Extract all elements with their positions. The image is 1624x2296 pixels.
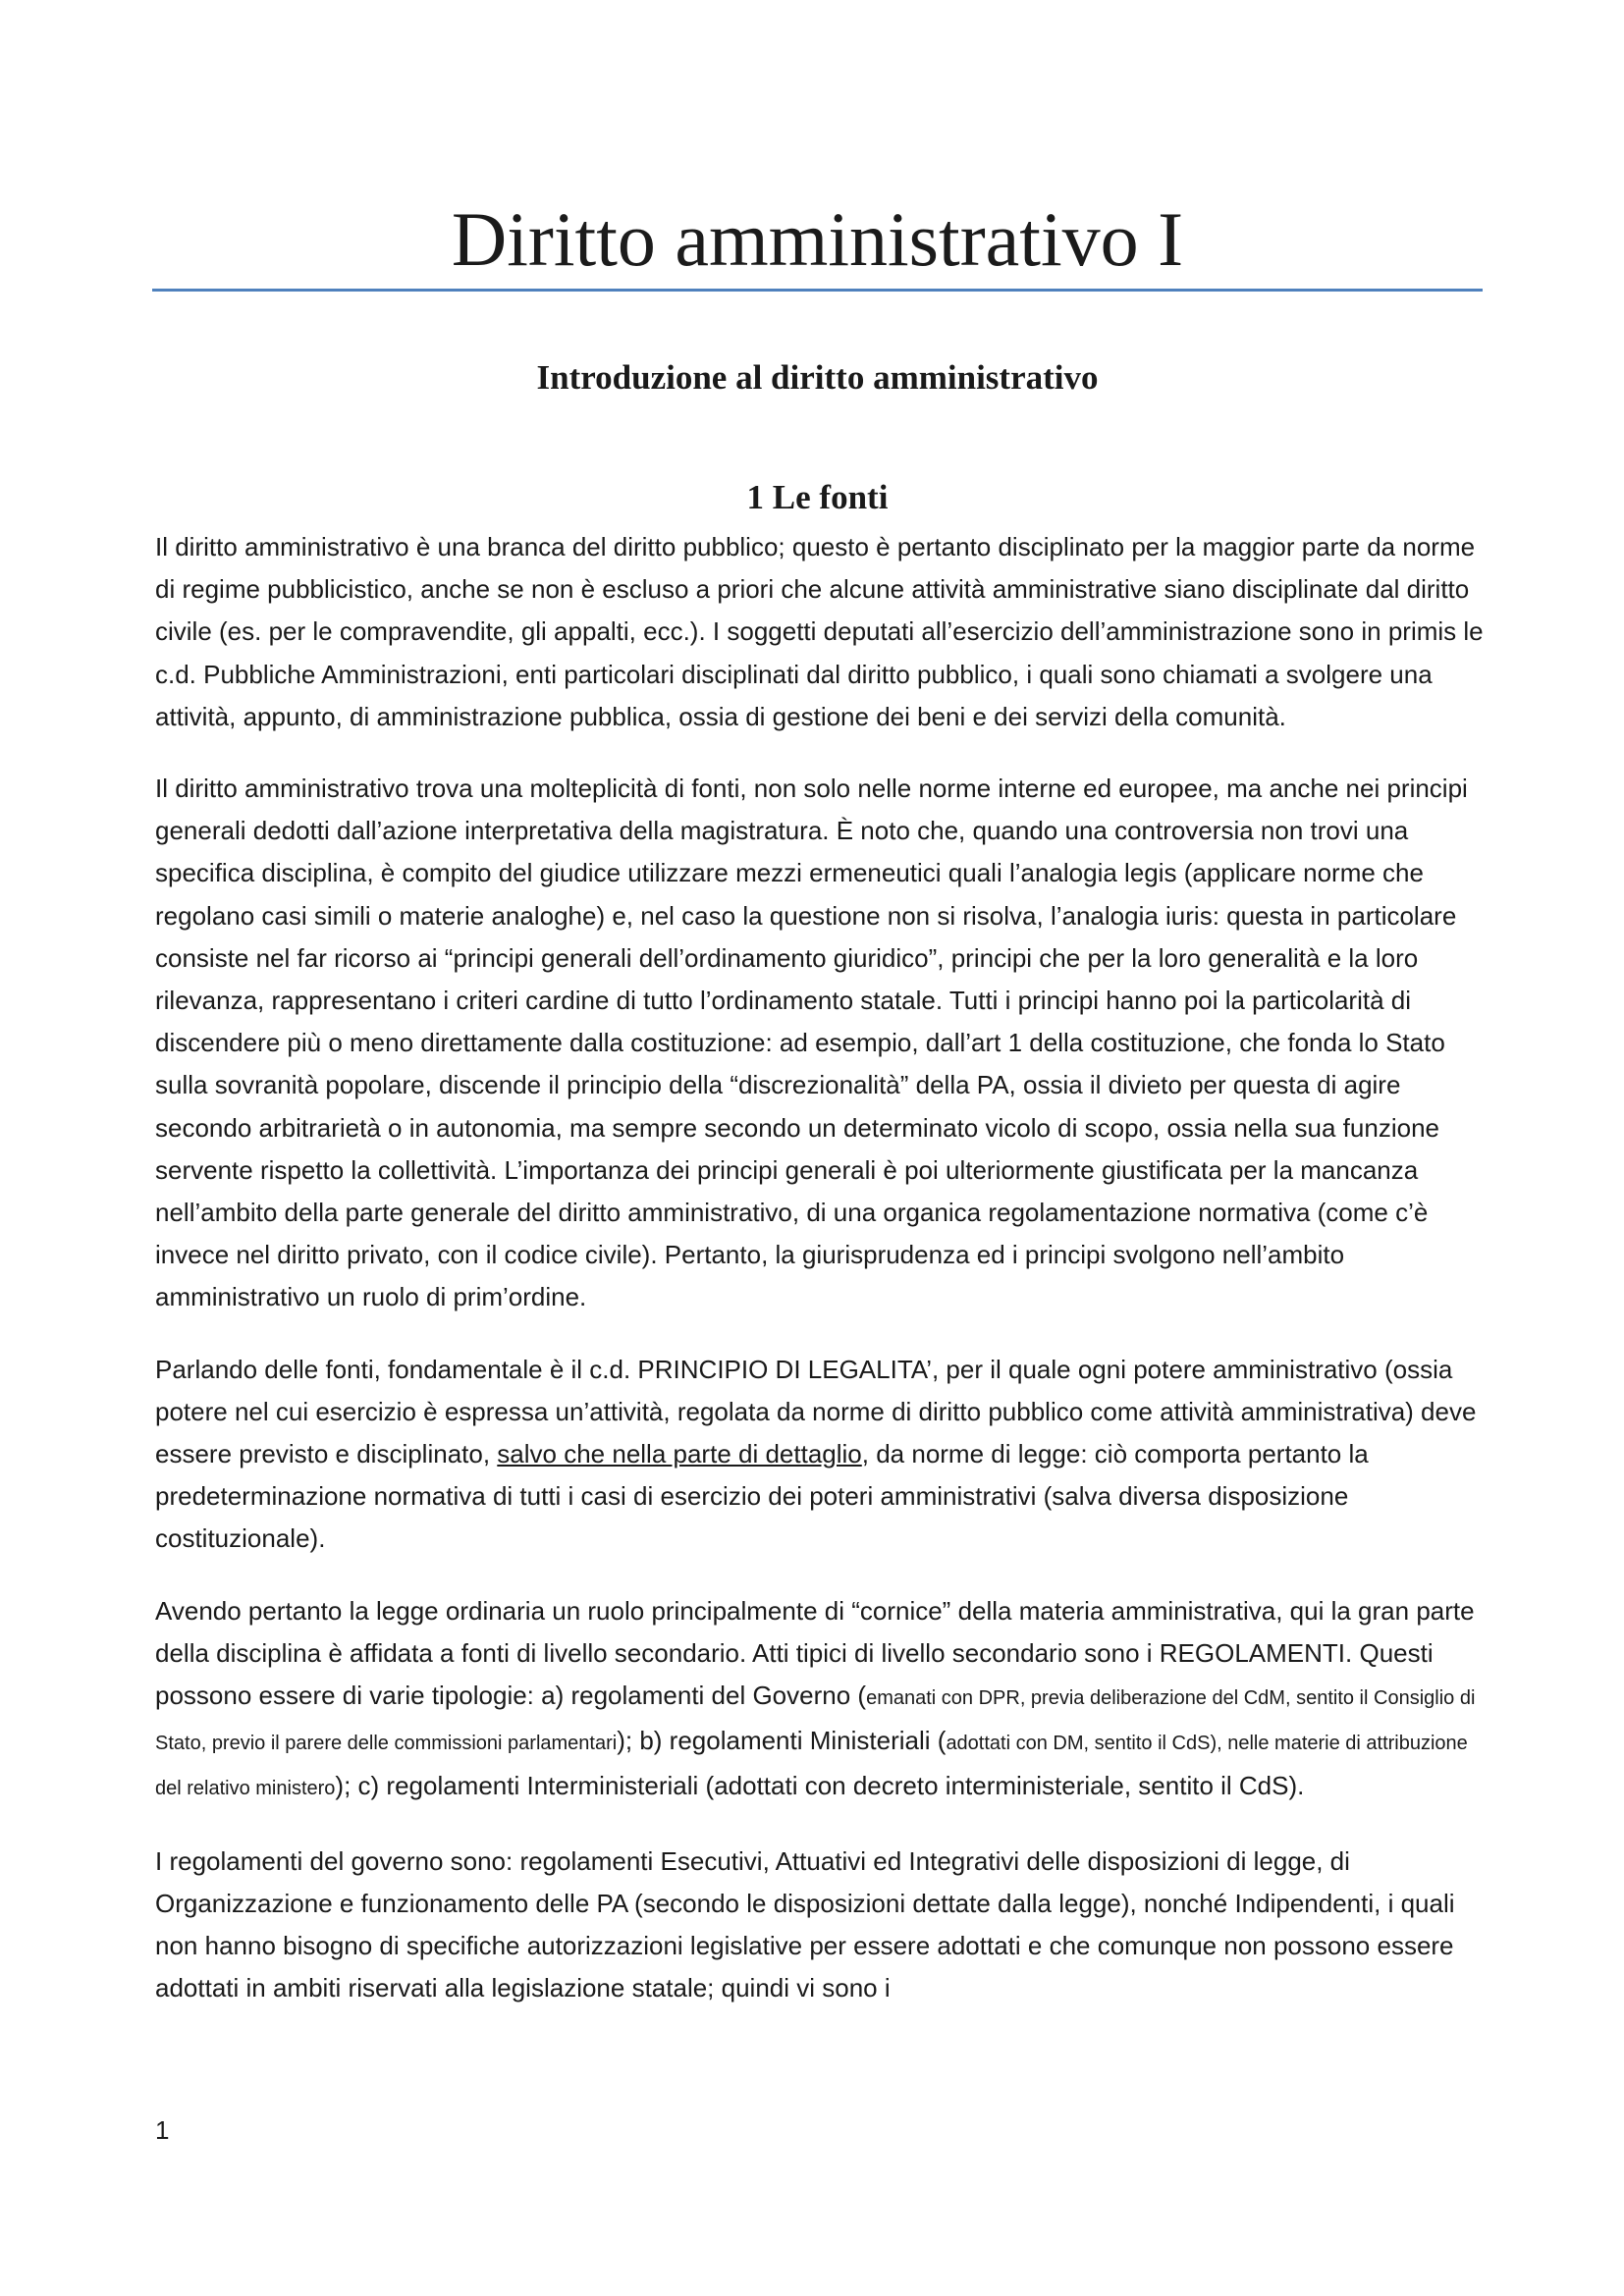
paragraph-3-text-a: Parlando delle fonti, fondamentale è il c.d. PRINCIPIO DI LEGALITA’, per il quale ogni potere amministrativo (ossia potere nel cui esercizio è espressa un’attività, regolata da norme di diritto pubblico come attività amministrativa) deve essere previsto e disciplinato, [155,1354,1477,1469]
paragraph-4-text-a: Avendo pertanto la legge ordinaria un ruolo principalmente di “cornice” della materia amministrativa, qui la gran parte della disciplina è affidata a fonti di livello secondario. Atti tipici di livello secondario sono i REGOLAMENTI. Questi possono essere di varie tipologie: a) regolamenti del Governo ( [155,1595,1475,1711]
paragraph-4-small-text-a: emanati con DPR, previa deliberazione del CdM, sentito il Consiglio di Stato, previo il parere delle commissioni parlamentari [155,1687,1476,1755]
paragraph-1: Il diritto amministrativo è una branca del diritto pubblico; questo è pertanto disciplinato per la maggior parte da norme di regime pubblicistico, anche se non è escluso a priori che alcune attività amministrative siano disciplinate dal diritto civile (es. per le compravendite, gli appalti, ecc.). I soggetti deputati all’esercizio dell’amministrazione sono in primis le c.d. Pubbliche Amministrazioni, enti particolari disciplinati dal diritto pubblico, i quali sono chiamati a svolgere una attività, appunto, di amministrazione pubblica, ossia di gestione dei beni e dei servizi della comunità. [155,532,1484,731]
document-subtitle: Introduzione al diritto amministrativo [536,358,1099,397]
paragraph-5: I regolamenti del governo sono: regolamenti Esecutivi, Attuativi ed Integrativi delle disposizioni di legge, di Organizzazione e funzionamento delle PA (secondo le disposizioni dettate dalla legge), nonché Indipendenti, i quali non hanno bisogno di specifiche autorizzazioni legislative per essere adottati e che comunque non possono essere adottati in ambiti riservati alla legislazione statale; quindi vi sono i [155,1845,1455,2003]
paragraph-3-underlined-text: salvo che nella parte di dettaglio [497,1439,862,1469]
page-number: 1 [155,2115,170,2145]
paragraph-3-text-b: , da norme di legge: ciò comporta pertanto la predeterminazione normativa di tutti i casi di esercizio dei poteri amministrativi (salva diversa disposizione costituzionale). [155,1439,1369,1554]
paragraph-3 [155,1349,1489,1561]
section-heading: 1 Le fonti [746,478,889,516]
paragraph-4-text-b: ); b) regolamenti Ministeriali ( [617,1726,947,1756]
body-text [155,526,1489,2040]
title-underline-rule [152,289,1483,292]
document-title: Diritto amministrativo I [451,196,1184,282]
paragraph-4-small-text-b: adottati con DM, sentito il CdS), nelle materie di attribuzione del relativo ministero [155,1733,1468,1800]
paragraph-2: Il diritto amministrativo trova una molteplicità di fonti, non solo nelle norme interne ed europee, ma anche nei principi generali dedotti dall’azione interpretativa della magistratura. È noto che, quando una controversia non trovi una specifica disciplina, è compito del giudice utilizzare mezzi ermeneutici quali l’analogia legis (applicare norme che regolano casi simili o materie analoghe) e, nel caso la questione non si risolva, l’analogia iuris: questa in particolare consiste nel far ricorso ai “principi generali dell’ordinamento giuridico”, principi che per la loro generalità e la loro rilevanza, rappresentano i criteri cardine di tutto l’ordinamento statale. Tutti i principi hanno poi la particolarità di discendere più o meno direttamente dalla costituzione: ad esempio, dall’art 1 della costituzione, che fonda lo Stato sulla sovranità popolare, discende il principio della “discrezionalità” della PA, ossia il divieto per questa di agire secondo arbitrarietà o in autonomia, ma sempre secondo un determinato vicolo di scopo, ossia nella sua funzione servente rispetto la collettività. L’importanza dei principi generali è poi ulteriormente giustificata per la mancanza nell’ambito della parte generale del diritto amministrativo, di una organica regolamentazione normativa (come c’è invece nel diritto privato, con il codice civile). Pertanto, la giurisprudenza ed i principi svolgono nell’ambito amministrativo un ruolo di prim’ordine. [155,774,1468,1312]
paragraph-4-text-c: ); c) regolamenti Interministeriali (adottati con decreto interministeriale, sentito il CdS). [335,1771,1305,1801]
paragraph-4 [155,1590,1489,1811]
